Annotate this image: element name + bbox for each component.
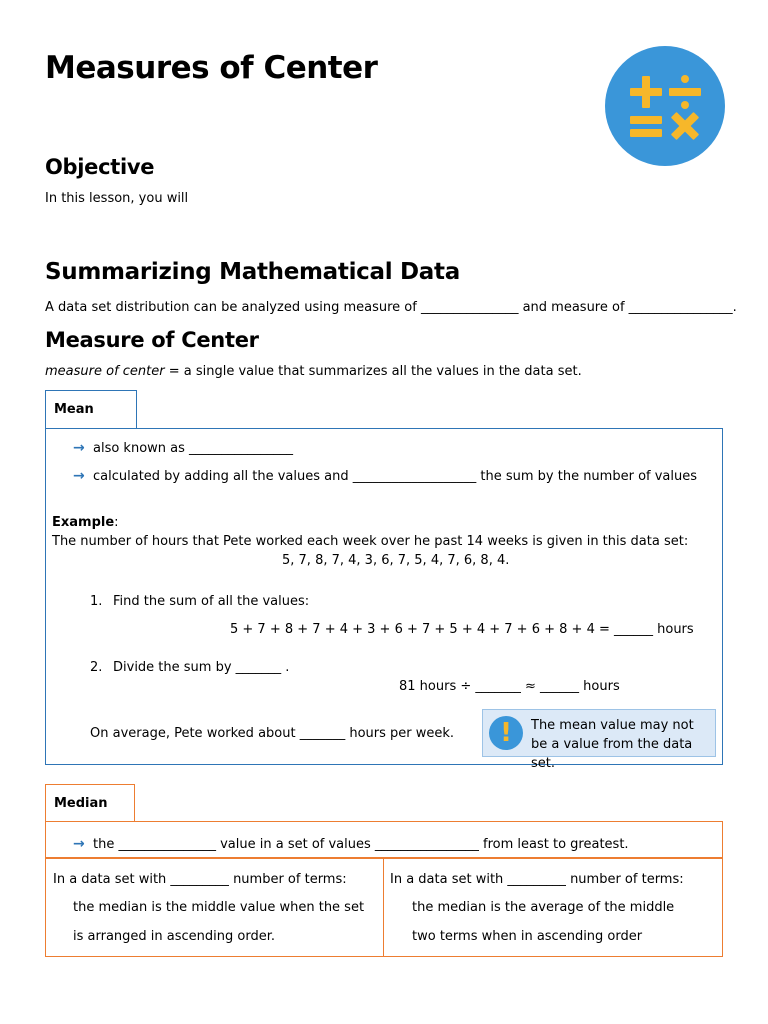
arrow-right-icon: →	[73, 836, 85, 852]
step-2-number: 2.	[90, 660, 103, 675]
definition-term: measure of center	[45, 364, 165, 379]
median-tab-label: Median	[54, 796, 108, 811]
median-column-divider	[383, 859, 384, 956]
median-bullet-1	[73, 836, 629, 853]
step-1-equation: 5 + 7 + 8 + 7 + 4 + 3 + 6 + 7 + 5 + 4 + 7 + 6 + 8 + 4 = ______ hours	[230, 622, 694, 637]
median-left-line-3: is arranged in ascending order.	[73, 929, 275, 944]
measure-of-center-heading: Measure of Center	[45, 328, 259, 352]
mean-bullet-2	[73, 468, 697, 485]
mean-tab-label: Mean	[54, 402, 94, 417]
arrow-right-icon: →	[73, 440, 85, 456]
step-1-number: 1.	[90, 594, 103, 609]
step-2-equation: 81 hours ÷ _______ ≈ ______ hours	[399, 679, 620, 694]
median-bullet-1-text: the _______________ value in a set of values ________________ from least to greatest.	[93, 837, 629, 852]
mean-bullet-1-text: also known as ________________	[93, 441, 294, 456]
mean-bullet-1	[73, 440, 293, 457]
example-data-set: 5, 7, 8, 7, 4, 3, 6, 7, 5, 4, 7, 6, 8, 4.	[282, 553, 510, 568]
median-left-line-1: In a data set with _________ number of terms:	[53, 872, 347, 887]
arrow-right-icon: →	[73, 468, 85, 484]
example-label: Example	[52, 515, 115, 530]
median-right-line-1: In a data set with _________ number of terms:	[390, 872, 684, 887]
page-title: Measures of Center	[45, 50, 378, 86]
median-tab	[45, 784, 135, 822]
mean-note-text: The mean value may not be a value from the data set.	[531, 718, 694, 771]
median-right-line-3: two terms when in ascending order	[412, 929, 643, 944]
measure-of-center-definition	[45, 364, 582, 380]
step-2-text: Divide the sum by _______ .	[113, 660, 290, 675]
exclamation-icon: !	[489, 716, 523, 750]
objective-heading: Objective	[45, 155, 155, 179]
example-label-line	[52, 515, 119, 531]
mean-note-callout	[482, 709, 716, 771]
mean-conclusion: On average, Pete worked about _______ hours per week.	[90, 726, 455, 741]
math-operators-icon	[605, 46, 725, 166]
example-text: The number of hours that Pete worked each week over he past 14 weeks is given in this data set:	[52, 534, 689, 549]
mean-tab	[45, 390, 137, 429]
summarizing-text: A data set distribution can be analyzed using measure of _______________ and measure of ________________.	[45, 300, 737, 315]
objective-text: In this lesson, you will	[45, 191, 189, 206]
median-left-line-2: the median is the middle value when the set	[73, 900, 365, 915]
summarizing-heading: Summarizing Mathematical Data	[45, 259, 460, 285]
definition-rest: = a single value that summarizes all the values in the data set.	[164, 364, 582, 379]
mean-bullet-2-text: calculated by adding all the values and ___________________ the sum by the number of values	[93, 469, 698, 484]
example-colon: :	[114, 515, 119, 530]
step-1-text: Find the sum of all the values:	[113, 594, 310, 609]
median-right-line-2: the median is the average of the middle	[412, 900, 675, 915]
